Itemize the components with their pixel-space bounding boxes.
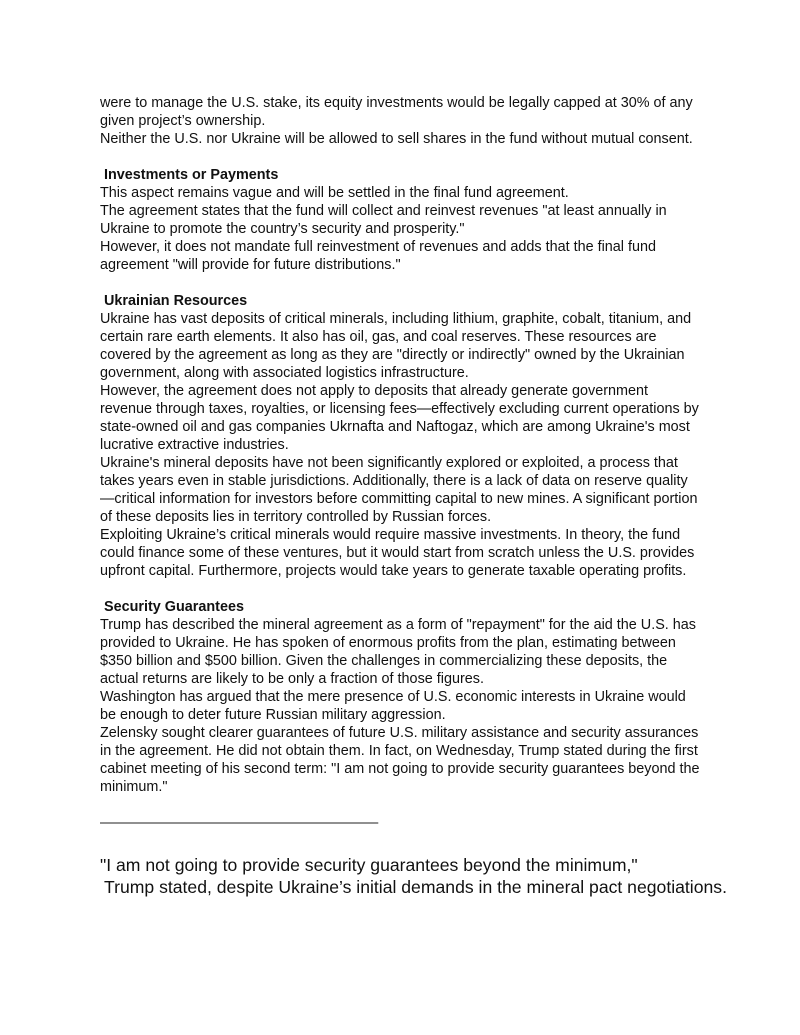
section-security	[100, 598, 700, 796]
section-paragraph: However, the agreement does not apply to deposits that already generate government revenue through taxes, royalties, or licensing fees—effectively excluding current operations by state-owned oil and gas companies Ukrnafta and Naftogaz, which are among Ukraine's most lucrative extractive industries.	[100, 383, 699, 453]
section-investments	[100, 166, 700, 274]
section-paragraph: Ukraine's mineral deposits have not been significantly explored or exploited, a process that takes years even in stable jurisdictions. Additionally, there is a lack of data on reserve quality—critical information for investors before committing capital to new mines. A significant portion of these deposits lies in territory controlled by Russian forces.	[100, 455, 698, 525]
intro-paragraph: Neither the U.S. nor Ukraine will be allowed to sell shares in the fund without mutual consent.	[100, 131, 693, 147]
separator-line: ————————————————————	[100, 815, 378, 831]
section-paragraph: Exploiting Ukraine’s critical minerals would require massive investments. In theory, the fund could finance some of these ventures, but it would start from scratch unless the U.S. provides upfront capital. Furthermore, projects would take years to generate taxable operating profits.	[100, 527, 695, 579]
section-heading: Investments or Payments	[104, 167, 279, 183]
pull-quote-attribution: Trump stated, despite Ukraine’s initial demands in the mineral pact negotiations.	[104, 877, 727, 897]
section-paragraph: Washington has argued that the mere presence of U.S. economic interests in Ukraine would be enough to deter future Russian military aggression.	[100, 689, 686, 723]
section-paragraph: However, it does not mandate full reinvestment of revenues and adds that the final fund agreement "will provide for future distributions."	[100, 239, 656, 273]
section-paragraph: Trump has described the mineral agreement as a form of "repayment" for the aid the U.S. has provided to Ukraine. He has spoken of enormous profits from the plan, estimating between $350 billion and $500 billion. Given the challenges in commercializing these deposits, the actual returns are likely to be only a fraction of those figures.	[100, 617, 696, 687]
section-paragraph: Zelensky sought clearer guarantees of future U.S. military assistance and security assurances in the agreement. He did not obtain them. In fact, on Wednesday, Trump stated during the first cabinet meeting of his second term: "I am not going to provide security guarantees beyond the minimum."	[100, 725, 700, 795]
document-page	[100, 94, 727, 898]
pull-quote-line: "I am not going to provide security guarantees beyond the minimum,"	[100, 855, 638, 875]
section-resources	[100, 292, 700, 580]
section-heading: Ukrainian Resources	[104, 293, 248, 309]
section-paragraph: This aspect remains vague and will be settled in the final fund agreement.	[100, 185, 569, 201]
intro-paragraph: were to manage the U.S. stake, its equity investments would be legally capped at 30% of any given project’s ownership.	[100, 95, 693, 129]
section-paragraph: The agreement states that the fund will collect and reinvest revenues "at least annually in Ukraine to promote the country’s security and prosperity."	[100, 203, 667, 237]
section-heading: Security Guarantees	[104, 599, 244, 615]
pull-quote	[100, 854, 740, 898]
section-paragraph: Ukraine has vast deposits of critical minerals, including lithium, graphite, cobalt, titanium, and certain rare earth elements. It also has oil, gas, and coal reserves. These resources are covered by the agreement as long as they are "directly or indirectly" owned by the Ukrainian government, along with associated logistics infrastructure.	[100, 311, 692, 381]
